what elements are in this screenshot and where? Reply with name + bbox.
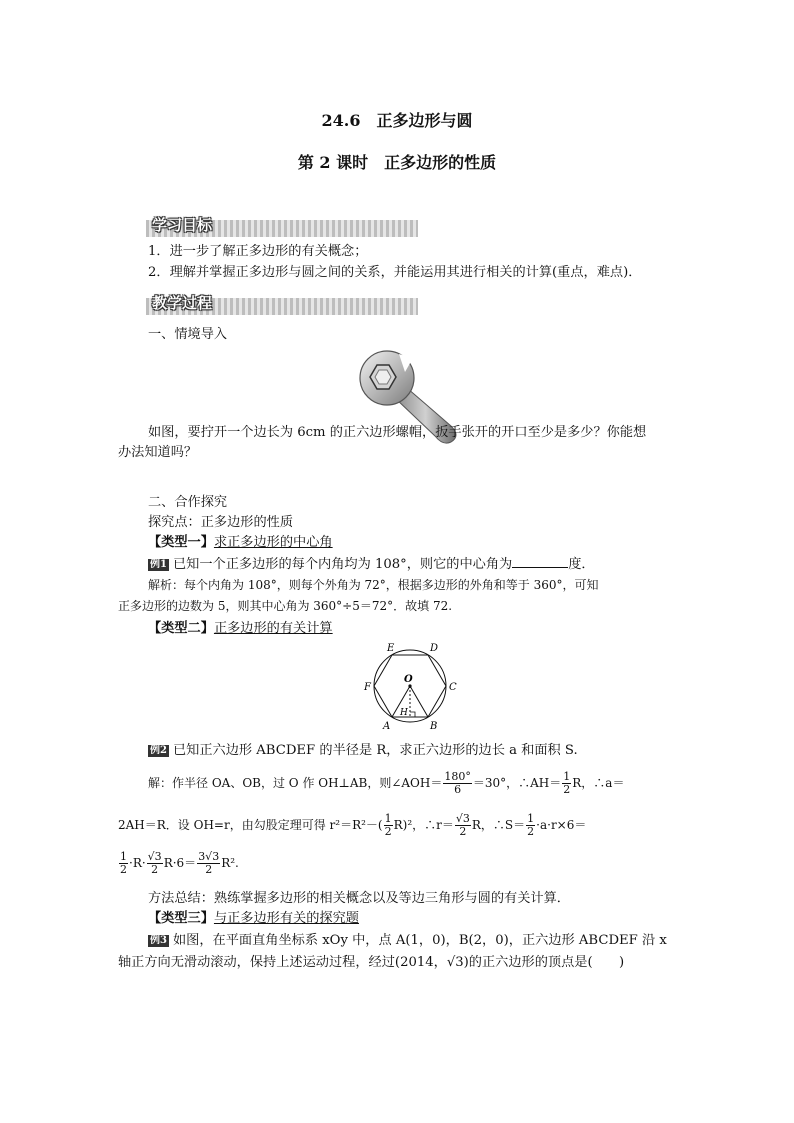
sol3-a: ·R· — [129, 856, 146, 870]
objectives-banner — [146, 216, 418, 237]
sol2-half-n: 1 — [384, 812, 392, 825]
sol2-half2-d: 2 — [527, 825, 535, 838]
sol3-b: R·6＝ — [163, 856, 197, 870]
sol1-frac-d: 6 — [454, 783, 462, 796]
sol3-frac2-d: 2 — [205, 863, 213, 876]
label-E: E — [387, 643, 395, 654]
label-D: D — [430, 643, 439, 654]
label-F: F — [364, 682, 371, 693]
sol3-half-d: 2 — [120, 863, 127, 876]
sol3-c: R². — [221, 856, 239, 870]
objective-1: 1．进一步了解正多边形的有关概念； — [148, 244, 368, 259]
sol1-frac-n: 180° — [444, 770, 471, 783]
sol2-frac — [455, 813, 471, 838]
type3-header — [148, 910, 359, 928]
label-A: A — [383, 721, 391, 732]
sol3-frac2-n: 3√3 — [198, 850, 220, 863]
process-banner — [146, 294, 418, 315]
sol3-frac2 — [197, 851, 220, 876]
objectives-label: 学习目标 — [152, 216, 213, 234]
sol3-half-n: 1 — [120, 850, 127, 863]
example1-analysis-line1: 解析：每个内角为 108°，则每个外角为 72°，根据多边形的外角和等于 360°，可知 — [148, 578, 599, 592]
objective-2: 2．理解并掌握正多边形与圆之间的关系，并能运用其进行相关的计算(重点，难点)． — [148, 265, 642, 280]
example3-text1: 如图，在平面直角坐标系 xOy 中，点 A(1，0)，B(2，0)，正六边形 ABCDEF 沿 x — [172, 933, 667, 948]
type3-title: 与正多边形有关的探究题 — [213, 911, 359, 926]
type1-head: 【类型一】 — [148, 535, 214, 550]
intro-question-line1: 如图，要拧开一个边长为 6cm 的正六边形螺帽，扳手张开的开口至少是多少？你能想 — [148, 425, 647, 440]
example1-tag: 例1 — [150, 559, 167, 570]
sol2-c: R，∴S＝ — [471, 818, 526, 832]
intro-question-line2: 办法知道吗？ — [118, 445, 198, 460]
example2-solution-line3 — [118, 848, 239, 878]
example1-text: 已知一个正多边形的每个内角均为 108°，则它的中心角为 — [172, 557, 513, 572]
type3-head: 【类型三】 — [148, 911, 214, 926]
type2-head: 【类型二】 — [148, 621, 214, 636]
type2-title: 正多边形的有关计算 — [213, 621, 333, 636]
explore-point: 探究点：正多边形的性质 — [148, 515, 294, 530]
type1-title: 求正多边形的中心角 — [213, 535, 333, 550]
example3-line1 — [148, 932, 667, 950]
example2-text: 已知正六边形 ABCDEF 的半径是 R，求正六边形的边长 a 和面积 S. — [172, 743, 578, 758]
hexagon-figure — [360, 641, 460, 737]
type1-header — [148, 534, 333, 552]
process-label: 教学过程 — [152, 294, 213, 312]
example1-analysis-line2: 正多边形的边数为 5，则其中心角为 360°÷5＝72°．故填 72. — [118, 599, 453, 613]
sol2-half — [384, 813, 393, 838]
example2-summary: 方法总结：熟练掌握多边形的相关概念以及等边三角形与圆的有关计算． — [148, 891, 570, 906]
sol3-frac — [147, 851, 163, 876]
label-B: B — [430, 721, 438, 732]
sol2-a: 2AH＝R．设 OH=r，由勾股定理可得 r²＝R²－( — [118, 818, 383, 832]
sol2-half2 — [526, 813, 535, 838]
sol1-b: ＝30°，∴AH＝ — [472, 776, 562, 790]
sol2-d: ·a·r×6＝ — [536, 818, 587, 832]
example2-tag: 例2 — [150, 745, 167, 756]
example3-line2: 轴正方向无滑动滚动，保持上述运动过程，经过(2014，√3)的正六边形的顶点是( ) — [118, 955, 625, 970]
example1-problem — [148, 555, 595, 574]
sol1-a: 解：作半径 OA、OB，过 O 作 OH⊥AB，则∠AOH＝ — [148, 776, 443, 790]
example1-unit: 度． — [568, 557, 595, 572]
page-title: 24.6 正多边形与圆 — [321, 111, 473, 130]
sol2-half2-n: 1 — [527, 812, 535, 825]
sol1-frac2-d: 2 — [563, 783, 571, 796]
example2-solution-line2 — [118, 810, 586, 840]
sol2-half-d: 2 — [384, 825, 392, 838]
label-O: O — [404, 674, 413, 685]
example3-tag: 例3 — [150, 935, 167, 946]
intro-heading: 一、情境导入 — [148, 327, 228, 342]
sol1-frac2 — [562, 771, 571, 796]
explore-heading: 二、合作探究 — [148, 495, 228, 510]
sol1-frac2-n: 1 — [563, 770, 571, 783]
sol1-frac — [443, 771, 472, 796]
sol2-frac-n: √3 — [455, 812, 470, 825]
page-subtitle: 第 2 课时 正多边形的性质 — [297, 153, 497, 172]
sol3-frac-d: 2 — [151, 863, 159, 876]
example2-solution-line1 — [148, 768, 624, 798]
type2-header — [148, 620, 333, 638]
sol2-frac-d: 2 — [459, 825, 467, 838]
example1-answer-blank — [512, 555, 568, 568]
sol3-half — [119, 851, 128, 876]
example2-problem — [148, 742, 578, 760]
label-H: H — [400, 708, 408, 718]
sol2-b: R)²，∴r＝ — [393, 818, 454, 832]
sol3-frac-n: √3 — [147, 850, 162, 863]
label-C: C — [449, 682, 457, 693]
sol1-c: R，∴a＝ — [572, 776, 625, 790]
